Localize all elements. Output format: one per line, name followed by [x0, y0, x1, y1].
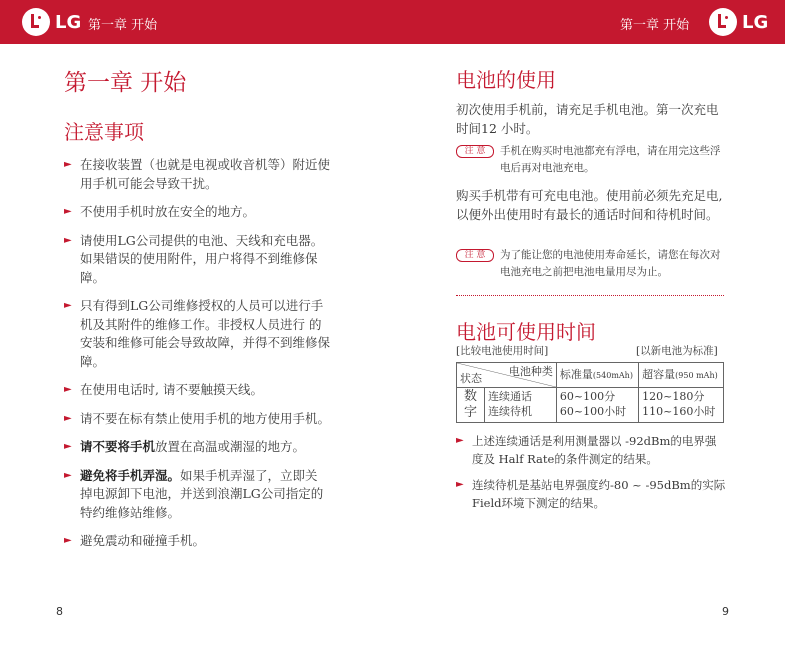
list-item: ► 避免震动和碰撞手机。	[64, 532, 330, 551]
precautions-list	[64, 156, 330, 561]
page-number-left: 8	[56, 605, 63, 618]
list-item: ► 请不要在标有禁止使用手机的地方使用手机。	[64, 410, 330, 429]
note-badge: 注 意	[456, 145, 494, 158]
header-bar	[0, 0, 785, 44]
table-corner-cell: 状态 电池种类	[457, 363, 557, 388]
table-row-labels: 连续通话 连续待机	[485, 388, 557, 423]
lg-logo-icon	[709, 8, 737, 36]
section-title-battery-time: 电池可使用时间	[456, 320, 596, 344]
section-title-battery-use: 电池的使用	[456, 68, 556, 92]
list-item: ► 上述连续通话是利用测量器以 -92dBm的电界强度及 Half Rate的条件测定的结果。	[456, 432, 726, 468]
chapter-title: 第一章 开始	[64, 70, 187, 96]
battery-notes-list	[456, 432, 726, 520]
note-2-text: 为了能让您的电池使用寿命延长，请您在每次对电池充电之前把电池电量用尽为止。	[500, 249, 721, 278]
table-cell-standard: 60~100分 60~100小时	[556, 388, 638, 423]
battery-paragraph-2: 购买手机带有可充电电池。使用前必须先充足电, 以便外出使用时有最长的通话时间和待机时间。	[456, 188, 723, 222]
note-2	[456, 247, 728, 281]
list-item: ► 在接收装置（也就是电视或收音机等）附近使用手机可能会导致干扰。	[64, 156, 330, 193]
note-1	[456, 143, 728, 177]
header-title-right: 第一章 开始	[620, 18, 690, 33]
lg-logo-right: LG	[709, 8, 768, 36]
note-badge: 注 意	[456, 249, 494, 262]
lg-logo-icon	[22, 8, 50, 36]
list-item: ► 不使用手机时放在安全的地方。	[64, 203, 330, 222]
table-caption-left: [比较电池使用时间]	[456, 345, 549, 357]
battery-time-table	[456, 362, 724, 423]
list-item: ► 请使用LG公司提供的电池、天线和充电器。如果错误的使用附件，用户将得不到维修保障。	[64, 232, 330, 288]
list-item: ► 连续待机是基站电界强度约-80 ~ -95dBm的实际Field环境下测定的结果。	[456, 476, 726, 512]
list-item: ► 请不要将手机放置在高温或潮湿的地方。	[64, 438, 330, 457]
table-cell-extended: 120~180分 110~160小时	[639, 388, 724, 423]
list-item: ► 只有得到LG公司维修授权的人员可以进行手机及其附件的维修工作。非授权人员进行 的安装和维修可能会导致故障，并得不到维修保障。	[64, 297, 330, 371]
section-title-precautions: 注意事项	[64, 120, 144, 144]
list-item: ► 在使用电话时, 请不要触摸天线。	[64, 381, 330, 400]
note-1-text: 手机在购买时电池都充有浮电，请在用完这些浮电后再对电池充电。	[500, 145, 721, 174]
divider	[456, 295, 724, 296]
lg-logo-left: LG	[22, 8, 81, 36]
header-title-left: 第一章 开始	[88, 18, 158, 33]
table-header-extended: 超容量(950 mAh)	[639, 363, 724, 388]
battery-paragraph-1: 初次使用手机前，请充足手机电池。第一次充电时间12 小时。	[456, 102, 719, 136]
page-number-right: 9	[722, 605, 729, 618]
table-row-header: 数字	[457, 388, 485, 423]
table-caption-right: [以新电池为标准]	[636, 345, 718, 357]
list-item: ► 避免将手机弄湿。如果手机弄湿了，立即关掉电源卸下电池，并送到浪潮LG公司指定的特约维修站维修。	[64, 467, 330, 523]
table-header-standard: 标准量(540mAh)	[556, 363, 638, 388]
